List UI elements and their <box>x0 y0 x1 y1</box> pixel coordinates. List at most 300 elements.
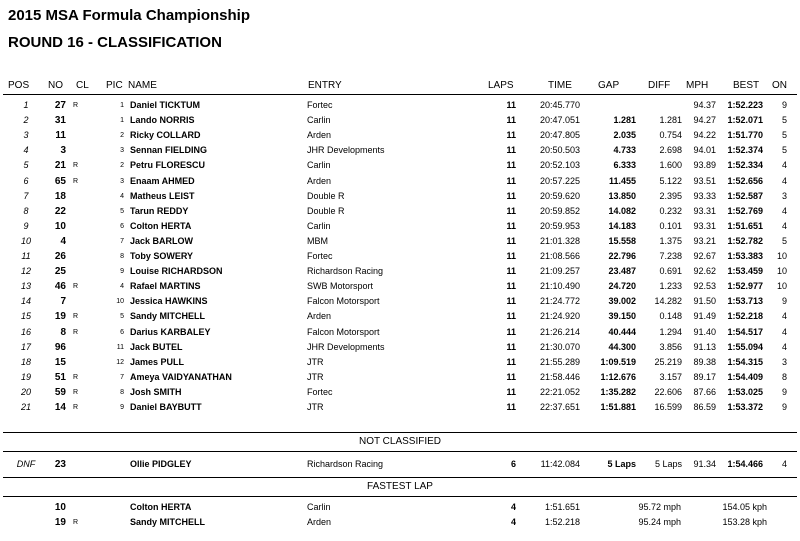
cell-diff: 22.606 <box>654 386 682 397</box>
cell-pic: 2 <box>120 162 124 170</box>
header-laps: LAPS <box>488 80 514 91</box>
cell-on: 5 <box>781 235 787 246</box>
cell-on: 9 <box>781 402 787 412</box>
cell-gap: 14.082 <box>608 205 636 216</box>
cell-mph: 91.50 <box>693 296 716 307</box>
cell-best: 1:54.315 <box>727 356 763 367</box>
cell-entry: Arden <box>307 311 332 322</box>
cell-entry: Double R <box>307 190 345 201</box>
cell-pos: 15 <box>20 311 31 322</box>
cell-pic: 8 <box>120 253 124 260</box>
cell-on: 10 <box>776 266 787 277</box>
table-row <box>0 249 800 264</box>
cell-name: Sandy MITCHELL <box>130 517 206 527</box>
cell-kph: 153.28 kph <box>722 517 767 527</box>
header-time: TIME <box>548 80 572 91</box>
cell-time: 22:21.052 <box>539 386 580 397</box>
cell-laps: 11 <box>506 296 516 307</box>
cell-no: 19 <box>54 517 66 528</box>
fastest-lap-row <box>0 515 800 530</box>
cell-gap: 1:09.519 <box>600 356 636 367</box>
table-row <box>0 309 800 324</box>
cell-best: 1:52.223 <box>727 100 763 110</box>
cell-name: Jessica HAWKINS <box>130 296 208 307</box>
table-row <box>0 113 800 128</box>
cell-entry: Fortec <box>307 251 333 261</box>
cell-time: 22:37.651 <box>539 402 580 412</box>
cell-best: 1:52.334 <box>727 160 763 171</box>
cell-laps: 11 <box>506 175 516 186</box>
cell-best: 1:51.770 <box>727 130 763 141</box>
cell-entry: Carlin <box>307 220 331 231</box>
cell-no: 23 <box>54 459 66 470</box>
cell-time: 21:09.257 <box>539 266 580 277</box>
cell-diff: 7.238 <box>659 251 682 261</box>
cell-best: 1:53.459 <box>727 266 763 277</box>
page-title: 2015 MSA Formula Championship <box>8 7 250 24</box>
cell-entry: JTR <box>307 356 324 367</box>
cell-diff: 2.395 <box>659 190 682 201</box>
header-name: NAME <box>128 80 157 91</box>
cell-name: Josh SMITH <box>130 386 182 397</box>
cell-name: Lando NORRIS <box>130 115 195 126</box>
cell-time: 21:26.214 <box>539 326 580 337</box>
cell-no: 26 <box>54 251 66 262</box>
cell-mph: 91.49 <box>693 311 716 322</box>
cell-mph: 93.51 <box>693 175 716 186</box>
cell-pic: 3 <box>120 177 124 185</box>
header-pic: PIC <box>106 80 123 91</box>
cell-no: 8 <box>60 326 66 338</box>
cell-time: 21:58.446 <box>539 371 580 382</box>
cell-on: 4 <box>781 160 787 171</box>
cell-mph: 93.89 <box>693 160 716 171</box>
cell-gap: 39.150 <box>608 311 636 322</box>
cell-no: 11 <box>55 130 66 142</box>
section-rule <box>3 496 797 497</box>
cell-pos: 16 <box>20 326 31 337</box>
cell-time: 20:45.770 <box>539 100 580 110</box>
table-row <box>0 340 800 355</box>
table-row <box>0 385 800 400</box>
cell-time: 20:59.620 <box>539 190 580 201</box>
cell-gap: 14.183 <box>608 220 636 231</box>
cell-pos: 13 <box>20 281 31 292</box>
cell-laps: 11 <box>506 326 516 337</box>
cell-best: 1:55.094 <box>727 341 763 352</box>
cell-pic: 4 <box>120 192 124 200</box>
cell-entry: Falcon Motorsport <box>307 326 380 337</box>
cell-best: 1:53.025 <box>727 386 763 397</box>
table-row <box>0 355 800 370</box>
cell-diff: 2.698 <box>659 145 682 156</box>
cell-mph: 94.01 <box>693 145 716 156</box>
cell-on: 9 <box>781 386 787 397</box>
cell-pos: 3 <box>23 130 29 141</box>
cell-best: 1:52.374 <box>727 145 763 156</box>
cell-no: 51 <box>54 371 66 383</box>
table-row <box>0 234 800 249</box>
cell-best: 1:51.651 <box>727 220 763 231</box>
cell-best: 1:53.713 <box>727 296 763 307</box>
cell-gap: 6.333 <box>613 160 636 171</box>
cell-name: Ameya VAIDYANATHAN <box>130 371 232 382</box>
cell-pos: 11 <box>21 251 31 261</box>
cell-pic: 10 <box>116 298 124 306</box>
cell-best: 1:54.409 <box>727 371 763 382</box>
cell-gap: 1:12.676 <box>600 371 636 382</box>
table-row <box>0 158 800 173</box>
cell-cl: R <box>73 313 79 321</box>
cell-name: Rafael MARTINS <box>130 281 201 292</box>
cell-time: 20:52.103 <box>539 160 580 171</box>
cell-time: 1:51.651 <box>544 502 580 512</box>
cell-name: James PULL <box>130 356 185 367</box>
cell-laps: 11 <box>506 266 516 277</box>
cell-name: Sennan FIELDING <box>130 145 208 156</box>
cell-gap: 5 Laps <box>607 459 636 469</box>
cell-laps: 11 <box>506 371 516 382</box>
cell-name: Louise RICHARDSON <box>130 266 223 277</box>
cell-name: Daniel BAYBUTT <box>130 402 202 412</box>
cell-entry: JTR <box>307 402 324 412</box>
cell-pic: 6 <box>120 222 124 230</box>
cell-time: 21:55.289 <box>539 356 580 367</box>
cell-on: 4 <box>781 311 787 322</box>
cell-time: 21:10.490 <box>539 281 580 292</box>
cell-mph: 95.24 mph <box>638 517 681 527</box>
cell-diff: 1.281 <box>659 115 682 126</box>
cell-pic: 9 <box>120 268 124 276</box>
cell-laps: 11 <box>506 190 516 201</box>
cell-name: Petru FLORESCU <box>130 160 206 171</box>
cell-laps: 11 <box>506 130 516 141</box>
cell-cl: R <box>73 373 79 381</box>
cell-pos: 10 <box>20 235 31 246</box>
cell-time: 20:47.805 <box>539 130 580 141</box>
cell-diff: 3.856 <box>659 341 682 352</box>
cell-mph: 92.53 <box>693 281 716 292</box>
cell-mph: 92.62 <box>693 266 716 277</box>
cell-gap: 1:35.282 <box>600 386 636 397</box>
header-no: NO <box>48 80 63 91</box>
fastest-lap-row <box>0 500 800 515</box>
cell-name: Darius KARBALEY <box>130 326 211 337</box>
cell-pic: 7 <box>120 237 124 245</box>
cell-diff: 1.600 <box>659 160 682 171</box>
cell-mph: 93.33 <box>693 190 716 201</box>
cell-gap: 2.035 <box>613 130 636 141</box>
cell-mph: 91.13 <box>693 341 716 352</box>
header-best: BEST <box>733 80 760 91</box>
cell-mph: 94.22 <box>693 130 716 141</box>
cell-no: 59 <box>54 386 66 398</box>
cell-cl: R <box>73 328 79 336</box>
cell-best: 1:53.372 <box>727 402 763 412</box>
table-row <box>0 204 800 219</box>
cell-best: 1:52.782 <box>727 235 763 246</box>
cell-on: 4 <box>781 175 787 186</box>
cell-laps: 11 <box>506 235 516 246</box>
cell-on: 4 <box>781 205 787 216</box>
cell-on: 9 <box>781 100 787 110</box>
cell-pic: 5 <box>120 207 124 215</box>
page-subtitle: ROUND 16 - CLASSIFICATION <box>8 34 222 51</box>
cell-kph: 154.05 kph <box>722 502 767 512</box>
cell-on: 4 <box>781 459 787 469</box>
cell-entry: Arden <box>307 517 332 527</box>
cell-pos: 1 <box>23 100 29 110</box>
cell-entry: Arden <box>307 175 332 186</box>
cell-laps: 11 <box>506 356 516 367</box>
cell-mph: 89.38 <box>693 356 716 367</box>
cell-no: 7 <box>60 296 66 308</box>
cell-time: 21:24.920 <box>539 311 580 322</box>
table-row <box>0 400 800 415</box>
cell-laps: 11 <box>506 402 516 412</box>
cell-name: Jack BARLOW <box>130 235 194 246</box>
cell-name: Matheus LEIST <box>130 190 195 201</box>
cell-lap: 4 <box>510 517 516 527</box>
cell-diff: 0.232 <box>659 205 682 216</box>
cell-mph: 91.40 <box>693 326 716 337</box>
cell-gap: 40.444 <box>608 326 636 337</box>
cell-no: 18 <box>54 190 66 202</box>
cell-gap: 39.002 <box>608 296 636 307</box>
cell-pos: 21 <box>20 402 31 412</box>
cell-pos: 19 <box>20 371 31 382</box>
cell-pic: 1 <box>120 102 124 109</box>
cell-diff: 14.282 <box>654 296 682 307</box>
cell-cl: R <box>73 404 79 411</box>
cell-laps: 11 <box>506 311 516 322</box>
cell-no: 3 <box>60 145 66 157</box>
table-row <box>0 219 800 234</box>
cell-entry: Richardson Racing <box>307 459 384 469</box>
cell-pos: 5 <box>23 160 29 171</box>
cell-mph: 94.27 <box>693 115 716 126</box>
section-rule <box>3 477 797 478</box>
table-row <box>0 279 800 294</box>
cell-pos: 18 <box>20 356 31 367</box>
cell-entry: JHR Developments <box>307 341 385 352</box>
cell-no: 21 <box>54 160 66 172</box>
cell-pos: 20 <box>20 386 31 397</box>
header-rule <box>3 94 797 95</box>
cell-diff: 0.148 <box>659 311 682 322</box>
cell-gap: 1.281 <box>613 115 636 126</box>
cell-pos: 9 <box>23 220 29 231</box>
cell-entry: Arden <box>307 130 332 141</box>
cell-cl: R <box>73 519 79 526</box>
cell-time: 21:30.070 <box>539 341 580 352</box>
cell-cl: R <box>73 162 79 170</box>
cell-name: Ricky COLLARD <box>130 130 201 141</box>
cell-diff: 5 Laps <box>654 459 682 469</box>
cell-time: 21:01.328 <box>539 235 580 246</box>
cell-lap: 4 <box>510 502 516 512</box>
cell-on: 3 <box>781 356 787 367</box>
cell-pos: 17 <box>20 341 31 352</box>
cell-gap: 1:51.881 <box>600 402 636 412</box>
header-diff: DIFF <box>648 80 671 91</box>
cell-diff: 1.294 <box>659 326 682 337</box>
table-row <box>0 457 800 472</box>
cell-gap: 4.733 <box>613 145 636 156</box>
cell-cl: R <box>73 283 79 291</box>
cell-gap: 22.796 <box>608 251 636 261</box>
table-row <box>0 143 800 158</box>
cell-pic: 9 <box>120 404 124 411</box>
cell-gap: 44.300 <box>608 341 636 352</box>
cell-no: 31 <box>54 115 66 127</box>
cell-mph: 86.59 <box>693 402 716 412</box>
table-row <box>0 98 800 113</box>
table-row <box>0 128 800 143</box>
cell-cl: R <box>73 177 79 185</box>
cell-no: 46 <box>54 281 66 293</box>
cell-time: 20:57.225 <box>539 175 580 186</box>
cell-diff: 3.157 <box>659 371 682 382</box>
cell-laps: 11 <box>506 341 516 352</box>
cell-diff: 5.122 <box>659 175 682 186</box>
cell-name: Colton HERTA <box>130 220 192 231</box>
cell-entry: Double R <box>307 205 345 216</box>
header-pos: POS <box>8 80 30 91</box>
cell-name: Jack BUTEL <box>130 341 183 352</box>
cell-name: Colton HERTA <box>130 502 192 512</box>
cell-mph: 94.37 <box>693 100 716 110</box>
cell-mph: 93.21 <box>693 235 716 246</box>
cell-time: 20:59.953 <box>539 220 580 231</box>
cell-pic: 2 <box>120 132 124 140</box>
cell-mph: 93.31 <box>693 220 716 231</box>
cell-entry: Carlin <box>307 160 331 171</box>
cell-mph: 93.31 <box>693 205 716 216</box>
cell-on: 9 <box>781 296 787 307</box>
cell-no: 15 <box>54 356 66 368</box>
cell-best: 1:53.383 <box>727 251 763 261</box>
cell-no: 65 <box>54 175 66 187</box>
cell-diff: 1.233 <box>659 281 682 292</box>
header-gap: GAP <box>598 80 620 91</box>
cell-entry: Carlin <box>307 502 331 512</box>
cell-mph: 95.72 mph <box>638 502 681 512</box>
cell-pic: 4 <box>120 283 124 291</box>
not-classified-heading: NOT CLASSIFIED <box>358 436 442 447</box>
cell-pos: 6 <box>23 175 29 186</box>
cell-name: Ollie PIDGLEY <box>130 459 192 469</box>
cell-no: 10 <box>54 220 66 232</box>
header-mph: MPH <box>686 80 709 91</box>
fastest-lap-heading: FASTEST LAP <box>367 481 433 492</box>
cell-time: 1:52.218 <box>544 517 580 527</box>
header-entry: ENTRY <box>308 80 342 91</box>
cell-pic: 8 <box>120 388 124 396</box>
cell-gap: 23.487 <box>608 266 636 277</box>
cell-best: 1:52.769 <box>727 205 763 216</box>
cell-diff: 25.219 <box>654 356 682 367</box>
table-row <box>0 294 800 309</box>
cell-on: 8 <box>781 371 787 382</box>
cell-name: Sandy MITCHELL <box>130 311 206 322</box>
cell-on: 4 <box>781 341 787 352</box>
cell-laps: 11 <box>506 220 516 231</box>
cell-on: 4 <box>781 220 787 231</box>
cell-name: Toby SOWERY <box>130 251 193 261</box>
header-cl: CL <box>76 80 89 91</box>
cell-diff: 0.691 <box>659 266 682 277</box>
cell-time: 20:50.503 <box>539 145 580 156</box>
cell-laps: 11 <box>506 251 516 261</box>
header-on: ON <box>772 80 787 91</box>
section-rule <box>3 451 797 452</box>
cell-laps: 11 <box>506 160 516 171</box>
cell-no: 96 <box>54 341 66 353</box>
cell-entry: Carlin <box>307 115 331 126</box>
cell-diff: 1.375 <box>659 235 682 246</box>
cell-pos: 7 <box>23 190 29 201</box>
cell-pic: 12 <box>116 358 124 366</box>
cell-diff: 0.754 <box>659 130 682 141</box>
table-row <box>0 174 800 189</box>
cell-laps: 11 <box>506 386 516 397</box>
cell-no: 22 <box>54 205 66 217</box>
cell-on: 5 <box>781 145 787 156</box>
cell-no: 14 <box>54 402 66 413</box>
cell-time: 21:24.772 <box>539 296 580 307</box>
cell-best: 1:52.656 <box>727 175 763 186</box>
cell-mph: 92.67 <box>693 251 716 261</box>
cell-on: 10 <box>776 281 787 292</box>
cell-on: 10 <box>776 251 787 261</box>
cell-no: 10 <box>54 502 66 513</box>
cell-no: 4 <box>60 235 66 247</box>
cell-pos: 12 <box>20 266 31 277</box>
cell-best: 1:52.218 <box>727 311 763 322</box>
cell-mph: 89.17 <box>693 371 716 382</box>
cell-laps: 11 <box>506 100 516 110</box>
section-rule <box>3 432 797 433</box>
cell-pos: DNF <box>16 459 36 469</box>
cell-pic: 6 <box>120 328 124 336</box>
cell-pic: 1 <box>120 117 124 125</box>
cell-entry: Fortec <box>307 386 333 397</box>
cell-name: Enaam AHMED <box>130 175 195 186</box>
cell-entry: MBM <box>307 235 328 246</box>
cell-pic: 11 <box>116 343 124 351</box>
cell-time: 20:59.852 <box>539 205 580 216</box>
cell-pic: 5 <box>120 313 124 321</box>
cell-mph: 91.34 <box>693 459 716 469</box>
cell-pos: 8 <box>23 205 29 216</box>
cell-time: 20:47.051 <box>539 115 580 126</box>
cell-entry: SWB Motorsport <box>307 281 374 292</box>
cell-on: 5 <box>781 115 787 126</box>
cell-diff: 16.599 <box>654 402 682 412</box>
cell-best: 1:52.071 <box>727 115 763 126</box>
cell-entry: Falcon Motorsport <box>307 296 380 307</box>
cell-laps: 11 <box>506 145 516 156</box>
table-row <box>0 264 800 279</box>
cell-pos: 2 <box>23 115 29 126</box>
cell-entry: Fortec <box>307 100 333 110</box>
cell-pic: 7 <box>120 373 124 381</box>
cell-on: 4 <box>781 326 787 337</box>
cell-time: 21:08.566 <box>539 251 580 261</box>
cell-gap: 13.850 <box>608 190 636 201</box>
cell-on: 3 <box>781 190 787 201</box>
